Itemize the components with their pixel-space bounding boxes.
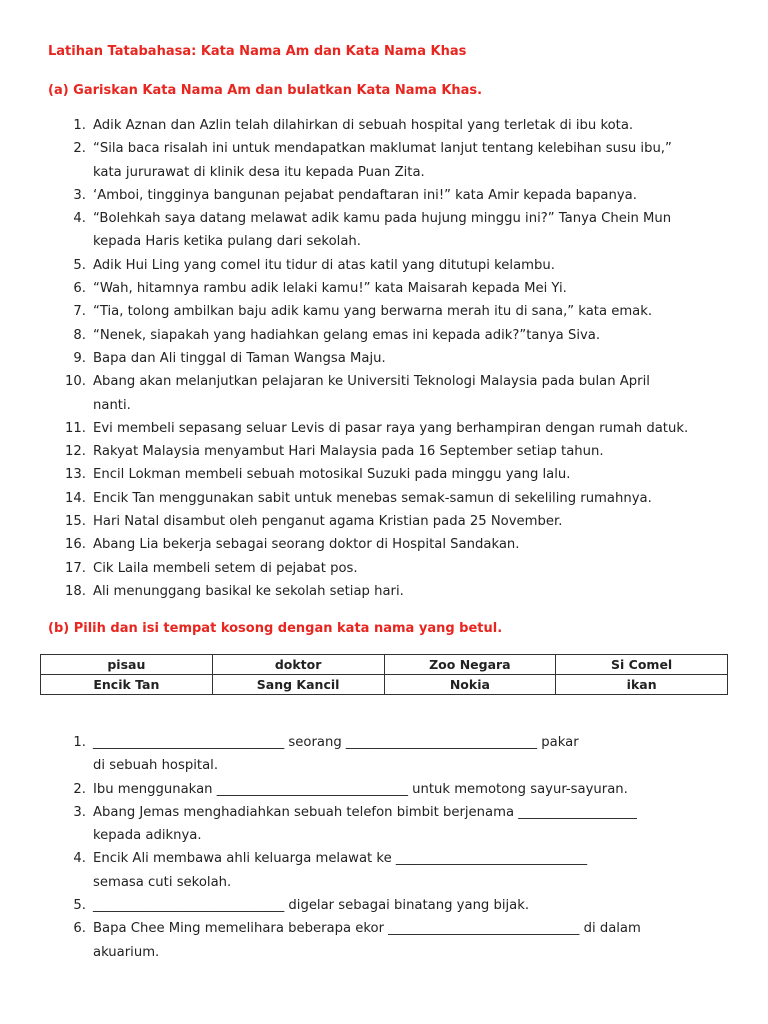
word-bank-cell: Si Comel <box>556 655 728 675</box>
question-number: 3. <box>73 804 86 820</box>
question-number: 4. <box>73 211 86 227</box>
question-text-line: Ali menunggang basikal ke sekolah setiap hari. <box>93 583 404 599</box>
question-text-line: akuarium. <box>93 944 160 960</box>
question-text-line: _____________________________ seorang _____________________________ pakar <box>93 735 579 750</box>
question-item <box>48 917 738 964</box>
question-text-line: Hari Natal disambut oleh penganut agama Kristian pada 25 November. <box>93 514 563 530</box>
question-text-line: Bapa dan Ali tinggal di Taman Wangsa Maju. <box>93 350 386 366</box>
question-text-line: “Nenek, siapakah yang hadiahkan gelang emas ini kepada adik?”tanya Siva. <box>93 327 601 343</box>
word-bank-cell: Encik Tan <box>41 675 213 695</box>
question-number: 4. <box>73 851 86 867</box>
question-text-line: Bapa Chee Ming memelihara beberapa ekor _____________________________ di dalam <box>93 921 641 937</box>
question-text-line: Encik Tan menggunakan sabit untuk menebas semak-samun di sekeliling rumahnya. <box>93 490 652 506</box>
question-text-line: Adik Aznan dan Azlin telah dilahirkan di sebuah hospital yang terletak di ibu kota. <box>93 118 634 133</box>
question-text-line: “Tia, tolong ambilkan baju adik kamu yang berwarna merah itu di sana,” kata emak. <box>93 304 653 320</box>
question-text-line: ‘Amboi, tingginya bangunan pejabat pendaftaran ini!” kata Amir kepada bapanya. <box>93 187 637 203</box>
word-bank-row <box>41 675 728 695</box>
question-item <box>48 487 738 510</box>
question-number: 1. <box>73 735 86 750</box>
question-number: 3. <box>73 187 86 203</box>
question-text-line: _____________________________ digelar sebagai binatang yang bijak. <box>93 898 530 914</box>
question-number: 6. <box>73 281 86 297</box>
question-number: 8. <box>73 327 86 343</box>
question-item <box>48 254 738 277</box>
question-item <box>48 137 738 184</box>
question-item <box>48 277 738 300</box>
question-text-line: “Sila baca risalah ini untuk mendapatkan maklumat lanjut tentang kelebihan susu ibu,” <box>93 141 672 157</box>
question-item <box>48 370 738 417</box>
question-number: 5. <box>73 257 86 273</box>
question-text-line: Abang akan melanjutkan pelajaran ke Universiti Teknologi Malaysia pada bulan April <box>93 374 650 390</box>
question-item <box>48 463 738 486</box>
word-bank-cell: Sang Kancil <box>212 675 384 695</box>
question-number: 1. <box>73 118 86 133</box>
question-text-line: Cik Laila membeli setem di pejabat pos. <box>93 560 358 576</box>
question-text-line: kata jururawat di klinik desa itu kepada Puan Zita. <box>93 164 425 180</box>
question-text-line: Encil Lokman membeli sebuah motosikal Suzuki pada minggu yang lalu. <box>93 467 571 483</box>
question-text-line: Adik Hui Ling yang comel itu tidur di atas katil yang ditutupi kelambu. <box>93 257 555 273</box>
section-a-heading: (a) Gariskan Kata Nama Am dan bulatkan Kata Nama Khas. <box>48 83 483 98</box>
question-text-line: Abang Jemas menghadiahkan sebuah telefon bimbit berjenama __________________ <box>93 804 637 820</box>
question-item <box>48 894 738 917</box>
question-number: 7. <box>73 304 86 320</box>
question-number: 5. <box>73 898 86 914</box>
question-item <box>48 510 738 533</box>
question-item <box>48 184 738 207</box>
question-item <box>48 324 738 347</box>
question-item <box>48 533 738 556</box>
question-text-line: Evi membeli sepasang seluar Levis di pasar raya yang berhampiran dengan rumah datuk. <box>93 420 689 436</box>
question-number: 2. <box>73 141 86 157</box>
question-text-line: semasa cuti sekolah. <box>93 874 232 890</box>
question-number: 14. <box>65 490 86 506</box>
question-item <box>48 207 738 254</box>
question-item <box>48 801 738 848</box>
word-bank-table <box>40 654 728 695</box>
question-number: 2. <box>73 781 86 797</box>
question-item <box>48 778 738 801</box>
question-number: 9. <box>73 350 86 366</box>
question-number: 11. <box>65 420 86 436</box>
question-text-line: “Bolehkah saya datang melawat adik kamu pada hujung minggu ini?” Tanya Chein Mun <box>93 211 672 227</box>
question-text-line: Encik Ali membawa ahli keluarga melawat ke _____________________________ <box>93 851 588 867</box>
question-item <box>48 300 738 323</box>
question-number: 17. <box>65 560 86 576</box>
word-bank-cell: doktor <box>212 655 384 675</box>
question-number: 12. <box>65 444 86 460</box>
question-number: 10. <box>65 374 86 390</box>
word-bank-row <box>41 655 728 675</box>
question-item <box>48 417 738 440</box>
question-number: 18. <box>65 583 86 599</box>
section-a-question-list <box>48 114 738 603</box>
question-item <box>48 731 738 778</box>
question-text-line: di sebuah hospital. <box>93 758 219 774</box>
section-b-question-list <box>48 731 738 964</box>
question-number: 13. <box>65 467 86 483</box>
question-text-line: “Wah, hitamnya rambu adik lelaki kamu!” kata Maisarah kepada Mei Yi. <box>93 281 567 297</box>
word-bank-cell: Zoo Negara <box>384 655 556 675</box>
question-item <box>48 347 738 370</box>
question-item <box>48 114 738 137</box>
word-bank-cell: Nokia <box>384 675 556 695</box>
question-item <box>48 580 738 603</box>
word-bank-cell: pisau <box>41 655 213 675</box>
question-item <box>48 557 738 580</box>
section-b-heading: (b) Pilih dan isi tempat kosong dengan kata nama yang betul. <box>48 621 503 636</box>
question-text-line: nanti. <box>93 397 131 413</box>
question-number: 16. <box>65 537 86 553</box>
question-text-line: Rakyat Malaysia menyambut Hari Malaysia pada 16 September setiap tahun. <box>93 444 604 460</box>
question-text-line: Ibu menggunakan _____________________________ untuk memotong sayur-sayuran. <box>93 781 628 797</box>
question-text-line: Abang Lia bekerja sebagai seorang doktor di Hospital Sandakan. <box>93 537 520 553</box>
question-number: 6. <box>73 921 86 937</box>
word-bank-cell: ikan <box>556 675 728 695</box>
page-title: Latihan Tatabahasa: Kata Nama Am dan Kata Nama Khas <box>48 44 467 59</box>
question-number: 15. <box>65 514 86 530</box>
question-item <box>48 847 738 894</box>
question-text-line: kepada Haris ketika pulang dari sekolah. <box>93 234 361 250</box>
question-item <box>48 440 738 463</box>
question-text-line: kepada adiknya. <box>93 828 202 844</box>
